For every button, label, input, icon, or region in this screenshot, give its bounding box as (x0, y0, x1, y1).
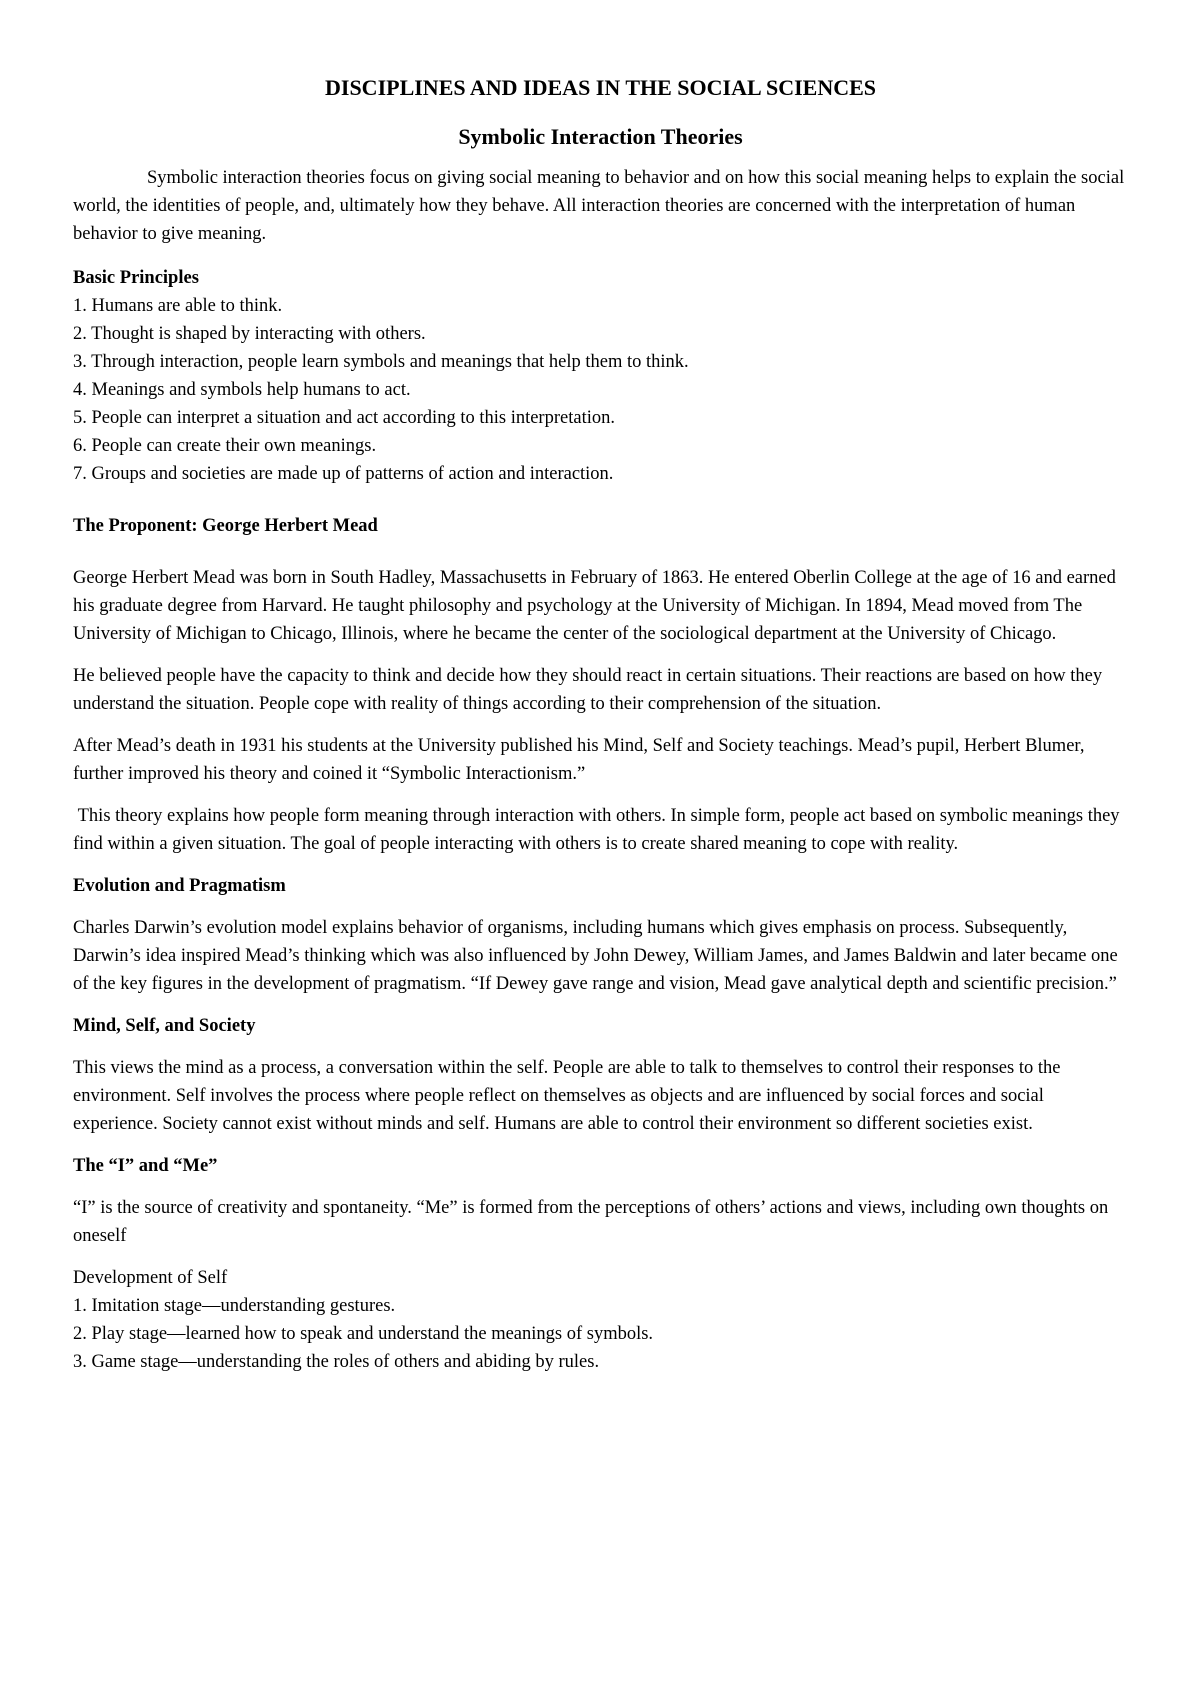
list-item: 4. Meanings and symbols help humans to act. (73, 380, 411, 400)
basic-principles-heading: Basic Principles (73, 268, 199, 288)
document-subtitle: Symbolic Interaction Theories (458, 124, 743, 149)
list-item: 2. Thought is shaped by interacting with others. (73, 324, 426, 344)
list-item: 3. Game stage—understanding the roles of others and abiding by rules. (73, 1352, 600, 1372)
proponent-heading: The Proponent: George Herbert Mead (73, 516, 378, 536)
development-of-self-heading: Development of Self (73, 1268, 228, 1288)
proponent-paragraph-1: George Herbert Mead was born in South Hadley, Massachusetts in February of 1863. He entered Oberlin College at the age of 16 and earned his graduate degree from Harvard. He taught philosophy and psychology at the University of Michigan. In 1894, Mead moved from The University of Michigan to Chicago, Illinois, where he became the center of the sociological department at the University of Chicago. (73, 568, 1116, 644)
list-item: 1. Imitation stage—understanding gestures. (73, 1296, 396, 1316)
list-item: 6. People can create their own meanings. (73, 436, 377, 456)
mind-self-society-heading: Mind, Self, and Society (73, 1016, 256, 1036)
list-item: 5. People can interpret a situation and act according to this interpretation. (73, 408, 615, 428)
list-item: 3. Through interaction, people learn symbols and meanings that help them to think. (73, 352, 689, 372)
proponent-paragraph-2: He believed people have the capacity to think and decide how they should react in certain situations. Their reactions are based on how they understand the situation. People cope with reality of things according to their comprehension of the situation. (73, 666, 1103, 714)
basic-principles-list (73, 292, 1128, 488)
list-item: 1. Humans are able to think. (73, 296, 283, 316)
list-item: 7. Groups and societies are made up of patterns of action and interaction. (73, 464, 614, 484)
evolution-paragraph: Charles Darwin’s evolution model explains behavior of organisms, including humans which gives emphasis on process. Subsequently, Darwin’s idea inspired Mead’s thinking which was also influenced by John Dewey, William James, and James Baldwin and later became one of the key figures in the development of pragmatism. “If Dewey gave range and vision, Mead gave analytical depth and scientific precision.” (73, 918, 1118, 994)
i-and-me-paragraph: “I” is the source of creativity and spontaneity. “Me” is formed from the perceptions of others’ actions and views, including own thoughts on oneself (73, 1198, 1109, 1246)
document-title: DISCIPLINES AND IDEAS IN THE SOCIAL SCIENCES (325, 75, 876, 100)
proponent-paragraph-4: This theory explains how people form meaning through interaction with others. In simple form, people act based on symbolic meanings they find within a given situation. The goal of people interacting with others is to create shared meaning to cope with reality. (73, 806, 1125, 854)
development-of-self-list (73, 1292, 1128, 1376)
list-item: 2. Play stage—learned how to speak and understand the meanings of symbols. (73, 1324, 654, 1344)
evolution-heading: Evolution and Pragmatism (73, 876, 286, 896)
i-and-me-heading: The “I” and “Me” (73, 1156, 218, 1176)
intro-paragraph: Symbolic interaction theories focus on giving social meaning to behavior and on how this social meaning helps to explain the social world, the identities of people, and, ultimately how they behave. All interaction theories are concerned with the interpretation of human behavior to give meaning. (73, 168, 1125, 244)
proponent-paragraph-3: After Mead’s death in 1931 his students at the University published his Mind, Self and Society teachings. Mead’s pupil, Herbert Blumer, further improved his theory and coined it “Symbolic Interactionism.” (73, 736, 1085, 784)
mind-self-society-paragraph: This views the mind as a process, a conversation within the self. People are able to talk to themselves to control their responses to the environment. Self involves the process where people reflect on themselves as objects and are influenced by social forces and social experience. Society cannot exist without minds and self. Humans are able to control their environment so different societies exist. (73, 1058, 1061, 1134)
